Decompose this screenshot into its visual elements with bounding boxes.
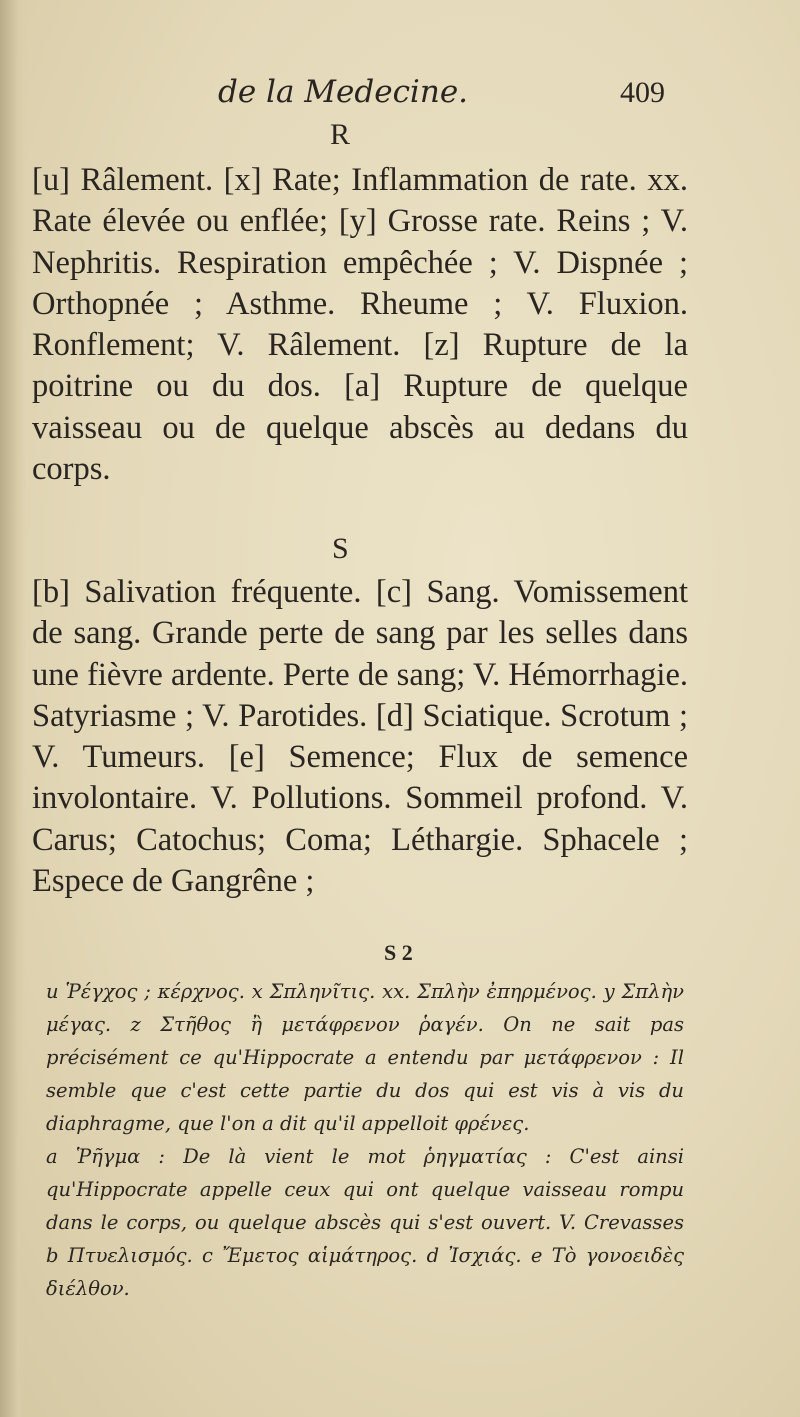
- signature-mark: S 2: [384, 940, 413, 965]
- page-header: [0, 74, 800, 124]
- page-gutter-shadow: [0, 0, 26, 1417]
- footnote-paragraph: a Ῥῆγμα : De là vient le mot ῥηγματίας : C'est ainsi qu'Hippocrate appelle ceux qui ont quelque vaisseau rompu dans le corps, ou quelque abscès qui s'est ouvert. V. Crevasses b Πτυελισμός. c Ἔμετος αἱμάτηρος. d Ἰσχιάς. e Τὸ γονοειδὲς διέλθον.: [46, 1145, 684, 1300]
- page-number: 409: [620, 76, 665, 109]
- section-heading-s: S: [332, 532, 349, 565]
- footnote-paragraph: u Ῥέγχος ; κέρχνος. x Σπληνῖτις. xx. Σπλὴν ἐπηρμένος. y Σπλὴν μέγας. z Στῆθος ἢ μετάφρενον ῥαγέν. On ne sait pas précisément ce qu'Hippocrate a entendu par μετάφρενον : Il semble que c'est cette partie du dos qui est vis à vis du diaphragme, que l'on a dit qu'il appelloit φρένες.: [46, 980, 684, 1135]
- footnotes: [46, 975, 684, 1305]
- section-s-entries: [b] Salivation fréquente. [c] Sang. Vomissement de sang. Grande perte de sang par les selles dans une fièvre ardente. Perte de sang; V. Hémorrhagie. Satyriasme ; V. Parotides. [d] Sciatique. Scrotum ; V. Tumeurs. [e] Semence; Flux de semence involontaire. V. Pollutions. Sommeil profond. V. Carus; Catochus; Coma; Léthargie. Sphacele ; Espece de Gangrêne ;: [32, 574, 688, 900]
- section-r-entries: [u] Râlement. [x] Rate; Inflammation de rate. xx. Rate élevée ou enflée; [y] Grosse rate. Reins ; V. Nephritis. Respiration empêchée ; V. Dispnée ; Orthopnée ; Asthme. Rheume ; V. Fluxion. Ronflement; V. Râlement. [z] Rupture de la poitrine ou du dos. [a] Rupture de quelque vaisseau ou de quelque abscès au dedans du corps.: [32, 162, 688, 488]
- section-heading-r: R: [330, 118, 351, 151]
- running-head: de la Medecine.: [218, 74, 469, 110]
